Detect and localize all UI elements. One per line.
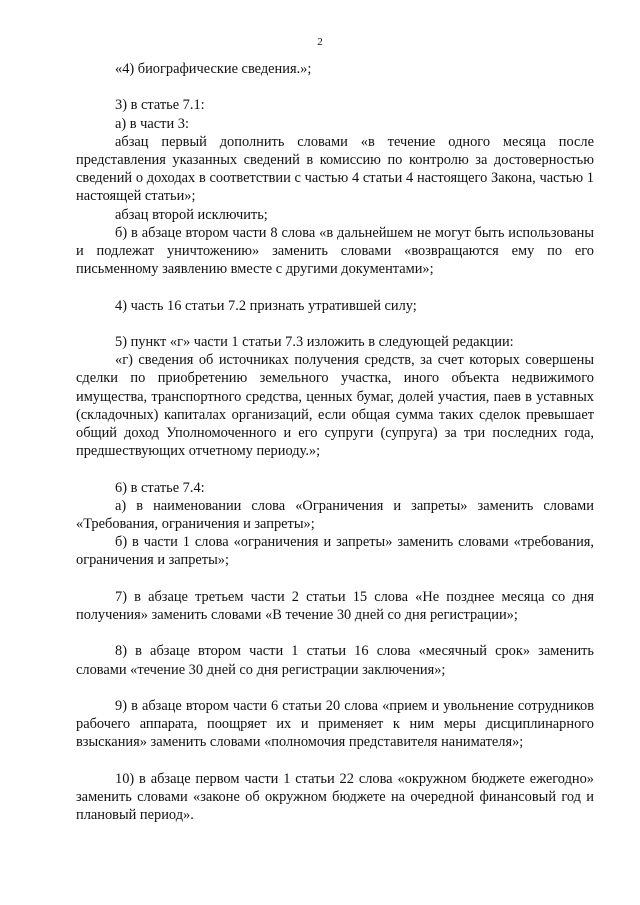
paragraph-item-6b: б) в части 1 слова «ограничения и запреты» заменить словами «требования, ограничения и запреты»; [76, 534, 594, 569]
paragraph-biographical-info: «4) биографические сведения.»; [115, 61, 312, 77]
paragraph-item-6a: а) в наименовании слова «Ограничения и запреты» заменить словами «Требования, ограничения и запреты»; [76, 497, 594, 533]
document-body [76, 60, 594, 824]
paragraph-item-10: 10) в абзаце первом части 1 статьи 22 слова «окружном бюджете ежегодно» заменить словами «законе об окружном бюджете на очередной финансовый год и плановый период». [76, 770, 594, 824]
paragraph-item-9: 9) в абзаце втором части 6 статьи 20 слова «прием и увольнение сотрудников рабочего аппарата, поощряет их и применяет к ним меры дисциплинарного взыскания» заменить словами «полномочия представителя нанимателя»; [76, 698, 594, 751]
paragraph-item-7: 7) в абзаце третьем части 2 статьи 15 слова «Не позднее месяца со дня получения» заменить словами «В течение 30 дней со дня регистрации»; [76, 588, 594, 624]
paragraph-item-5-text: «г) сведения об источниках получения средств, за счет которых совершены сделки по приобретению земельного участка, иного объекта недвижимого имущества, транспортного средства, ценных бумаг, долей участия, паев в уставных (складочных) капиталах организаций, если общая сумма таких сделок превышает общий доход Уполномоченного и его супруги (супруга) за три последних года, предшествующих отчетному периоду.»; [76, 352, 594, 460]
paragraph-item-3a-first-abzac: абзац первый дополнить словами «в течение одного месяца после представления указанных сведений в комиссию по контролю за достоверностью сведений о доходах в соответствии с частью 4 статьи 4 настоящего Закона, частью 1 настоящей статьи»; [76, 133, 594, 205]
page-number: 2 [317, 36, 323, 48]
paragraph-item-3b: б) в абзаце втором части 8 слова «в дальнейшем не могут быть использованы и подлежат уничтожению» заменить словами «возвращаются ему по его письменному заявлению вместе с другими документами»; [76, 224, 594, 278]
paragraph-item-5: 5) пункт «г» части 1 статьи 7.3 изложить в следующей редакции: [115, 334, 514, 350]
paragraph-item-4: 4) часть 16 статьи 7.2 признать утратившей силу; [115, 297, 417, 314]
paragraph-item-3a-second-abzac: абзац второй исключить; [115, 206, 268, 223]
paragraph-item-3: 3) в статье 7.1: [115, 97, 205, 114]
paragraph-item-3a: а) в части 3: [115, 115, 189, 132]
paragraph-item-6: 6) в статье 7.4: [115, 479, 205, 496]
paragraph-item-8: 8) в абзаце втором части 1 статьи 16 слова «месячный срок» заменить словами «течение 30 дней со дня регистрации заключения»; [76, 643, 594, 678]
